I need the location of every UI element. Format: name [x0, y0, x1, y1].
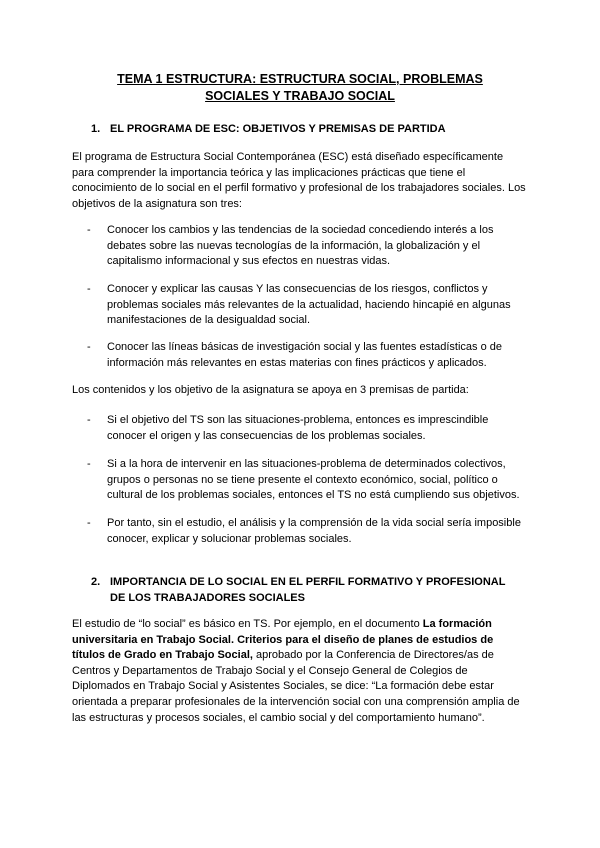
title-line-2: SOCIALES Y TRABAJO SOCIAL	[205, 89, 395, 103]
objective-2: Conocer y explicar las causas Y las consecuencias de los riesgos, conflictos y problemas sociales más relevantes de la actualidad, haciendo hincapié en algunas manifestaciones de la desigualdad social.	[107, 283, 511, 327]
bullet-dash: -	[87, 341, 91, 353]
title-line-1: TEMA 1 ESTRUCTURA: ESTRUCTURA SOCIAL, PROBLEMAS	[117, 72, 483, 86]
premise-1: Si el objetivo del TS son las situaciones-problema, entonces es imprescindible conocer el origen y las consecuencias de los problemas sociales.	[107, 414, 489, 442]
paragraph-text-end: aprobado por la Conferencia de Directores/as de Centros y Departamentos de Trabajo Social y el Consejo General de Colegios de Diplomados en Trabajo Social y Asistentes Sociales, se dice: “La formación debe estar orientada a preparar profesionales de la intervención social con una comprensión amplia de las estructuras y procesos sociales, el cambio social y del comportamiento humano”.	[72, 649, 520, 724]
section-2-heading	[91, 574, 531, 606]
bullet-dash: -	[87, 458, 91, 470]
section-1-heading	[91, 121, 531, 137]
section-2-title: IMPORTANCIA DE LO SOCIAL EN EL PERFIL FORMATIVO Y PROFESIONAL DE LOS TRABAJADORES SOCIALES	[110, 576, 506, 604]
paragraph-text-start: El estudio de “lo social” es básico en TS. Por ejemplo, en el documento	[72, 618, 423, 630]
premises-intro: Los contenidos y los objetivo de la asignatura se apoya en 3 premisas de partida:	[72, 384, 469, 396]
page-title	[80, 71, 520, 105]
premise-2: Si a la hora de intervenir en las situaciones-problema de determinados colectivos, grupos o personas no se tiene presente el contexto económico, social, político o cultural de los problemas sociales, entonces el TS no está cumpliendo sus objetivos.	[107, 458, 520, 502]
document-reference-title: La formación universitaria en Trabajo Social. Criterios para el diseño de planes de estudios de títulos de Grado en Trabajo Social,	[72, 618, 494, 662]
bullet-dash: -	[87, 414, 91, 426]
bullet-dash: -	[87, 517, 91, 529]
objective-3: Conocer las líneas básicas de investigación social y las fuentes estadísticas o de información más relevantes en estas materias con fines prácticos y aplicados.	[107, 341, 502, 369]
bullet-dash: -	[87, 283, 91, 295]
premise-3: Por tanto, sin el estudio, el análisis y la comprensión de la vida social sería imposible conocer, explicar y solucionar problemas sociales.	[107, 517, 521, 545]
objective-1: Conocer los cambios y las tendencias de la sociedad concediendo interés a los debates sobre las nuevas tecnologías de la información, la globalización y el capitalismo informacional y sus efectos en nuestras vidas.	[107, 224, 494, 268]
section-1-title: EL PROGRAMA DE ESC: OBJETIVOS Y PREMISAS DE PARTIDA	[110, 123, 446, 135]
section-2-paragraph	[72, 617, 527, 726]
section-2-number: 2.	[91, 576, 101, 588]
section-1-number: 1.	[91, 123, 101, 135]
bullet-dash: -	[87, 224, 91, 236]
section-1-intro: El programa de Estructura Social Contemporánea (ESC) está diseñado específicamente para comprender la importancia teórica y las implicaciones prácticas que tiene el conocimiento de lo social en el perfil formativo y profesional de los trabajadores sociales. Los objetivos de la asignatura son tres:	[72, 151, 526, 210]
